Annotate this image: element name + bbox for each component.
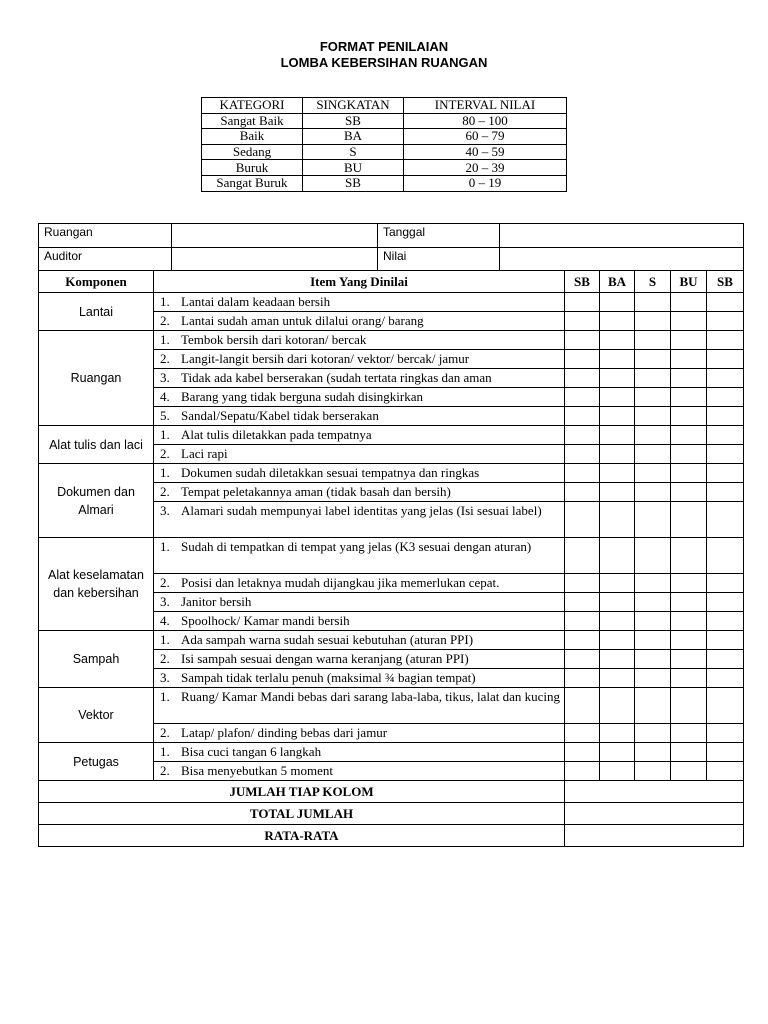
score-cell-sb-2[interactable] — [707, 350, 744, 369]
room-info-table — [38, 223, 744, 271]
item-text: Alamari sudah mempunyai label identitas yang jelas (Isi sesuai label) — [181, 503, 542, 518]
assessment-row — [39, 743, 744, 762]
legend-row — [202, 175, 567, 191]
item-number: 1. — [160, 539, 170, 554]
assessment-item — [154, 593, 565, 612]
header-component: Komponen — [39, 271, 154, 293]
score-cell-ba[interactable] — [600, 350, 635, 369]
component-name: Alat tulis dan laci — [39, 426, 154, 464]
component-name: Alat keselamatan dan kebersihan — [39, 538, 154, 631]
score-cell-s[interactable] — [635, 388, 671, 407]
score-cell-ba[interactable] — [600, 574, 635, 593]
score-cell-bu[interactable] — [671, 688, 707, 724]
item-text: Ruang/ Kamar Mandi bebas dari sarang laba-laba, tikus, lalat dan kucing — [181, 689, 561, 704]
score-cell-ba[interactable] — [600, 388, 635, 407]
item-text: Lantai sudah aman untuk dilalui orang/ barang — [181, 313, 424, 328]
score-cell-sb-2[interactable] — [707, 631, 744, 650]
score-cell-s[interactable] — [635, 293, 671, 312]
item-text: Isi sampah sesuai dengan warna keranjang (aturan PPI) — [181, 651, 469, 666]
assessment-item — [154, 426, 565, 445]
score-cell-sb-2[interactable] — [707, 483, 744, 502]
item-line — [157, 612, 561, 630]
item-line — [157, 312, 561, 330]
item-number: 1. — [160, 332, 170, 347]
score-cell-sb-2[interactable] — [707, 293, 744, 312]
item-line — [157, 388, 561, 406]
assessment-item — [154, 650, 565, 669]
score-cell-sb[interactable] — [565, 650, 600, 669]
score-cell-ba[interactable] — [600, 593, 635, 612]
item-number: 1. — [160, 465, 170, 480]
score-cell-s[interactable] — [635, 538, 671, 574]
legend-header-row — [202, 98, 567, 114]
score-cell-ba[interactable] — [600, 688, 635, 724]
item-text: Latap/ plafon/ dinding bebas dari jamur — [181, 725, 388, 740]
item-number: 5. — [160, 408, 170, 423]
score-cell-bu[interactable] — [671, 762, 707, 781]
ruangan-label: Ruangan — [39, 224, 172, 248]
score-cell-sb[interactable] — [565, 593, 600, 612]
score-cell-s[interactable] — [635, 688, 671, 724]
item-line — [157, 669, 561, 687]
item-number: 4. — [160, 613, 170, 628]
header-sb: SB — [565, 271, 600, 293]
nilai-field[interactable] — [500, 247, 744, 271]
score-cell-sb[interactable] — [565, 612, 600, 631]
score-cell-ba[interactable] — [600, 762, 635, 781]
assessment-row — [39, 331, 744, 350]
score-cell-bu[interactable] — [671, 743, 707, 762]
summary-value-cell[interactable] — [565, 781, 744, 803]
total-jumlah-label: TOTAL JUMLAH — [39, 803, 565, 825]
item-text: Tembok bersih dari kotoran/ bercak — [181, 332, 367, 347]
score-cell-sb-2[interactable] — [707, 426, 744, 445]
score-cell-ba[interactable] — [600, 724, 635, 743]
score-cell-ba[interactable] — [600, 483, 635, 502]
score-cell-ba[interactable] — [600, 650, 635, 669]
score-cell-s[interactable] — [635, 426, 671, 445]
score-cell-sb[interactable] — [565, 312, 600, 331]
score-cell-sb[interactable] — [565, 502, 600, 538]
component-name: Ruangan — [39, 331, 154, 426]
item-line — [157, 593, 561, 611]
assessment-row — [39, 464, 744, 483]
score-cell-s[interactable] — [635, 331, 671, 350]
item-number: 1. — [160, 689, 170, 704]
score-cell-sb[interactable] — [565, 483, 600, 502]
item-text: Lantai dalam keadaan bersih — [181, 294, 331, 309]
score-cell-bu[interactable] — [671, 650, 707, 669]
jumlah-tiap-kolom-label: JUMLAH TIAP KOLOM — [39, 781, 565, 803]
score-cell-bu[interactable] — [671, 388, 707, 407]
assessment-item — [154, 762, 565, 781]
item-number: 2. — [160, 484, 170, 499]
assessment-item — [154, 350, 565, 369]
item-text: Bisa menyebutkan 5 moment — [181, 763, 334, 778]
form-title: FORMAT PENILAIAN — [319, 39, 449, 54]
score-cell-ba[interactable] — [600, 407, 635, 426]
score-cell-sb-2[interactable] — [707, 538, 744, 574]
nilai-label: Nilai — [378, 247, 500, 271]
score-cell-ba[interactable] — [600, 612, 635, 631]
score-cell-s[interactable] — [635, 464, 671, 483]
score-cell-sb[interactable] — [565, 669, 600, 688]
legend-interval: 80 – 100 — [404, 113, 567, 129]
legend-row — [202, 144, 567, 160]
assessment-item — [154, 538, 565, 574]
assessment-item — [154, 445, 565, 464]
assessment-item — [154, 407, 565, 426]
score-cell-bu[interactable] — [671, 593, 707, 612]
legend-row — [202, 129, 567, 145]
item-text: Janitor bersih — [181, 594, 252, 609]
item-text: Alat tulis diletakkan pada tempatnya — [181, 427, 372, 442]
score-cell-bu[interactable] — [671, 407, 707, 426]
score-cell-s[interactable] — [635, 483, 671, 502]
assessment-item — [154, 369, 565, 388]
score-cell-ba[interactable] — [600, 538, 635, 574]
score-cell-ba[interactable] — [600, 502, 635, 538]
score-cell-sb-2[interactable] — [707, 724, 744, 743]
item-text: Tidak ada kabel berserakan (sudah tertata ringkas dan aman — [181, 370, 492, 385]
item-text: Laci rapi — [181, 446, 228, 461]
item-number: 2. — [160, 725, 170, 740]
score-cell-bu[interactable] — [671, 445, 707, 464]
summary-row — [39, 825, 744, 847]
assessment-row — [39, 538, 744, 574]
assessment-item — [154, 574, 565, 593]
score-cell-sb-2[interactable] — [707, 650, 744, 669]
score-cell-sb-2[interactable] — [707, 612, 744, 631]
assessment-header-row — [39, 271, 744, 293]
item-line — [157, 483, 561, 501]
score-cell-sb-2[interactable] — [707, 502, 744, 538]
header-s: S — [635, 271, 671, 293]
item-line — [157, 445, 561, 463]
score-cell-sb[interactable] — [565, 688, 600, 724]
item-line — [157, 464, 561, 482]
legend-interval: 60 – 79 — [404, 129, 567, 145]
score-cell-sb[interactable] — [565, 331, 600, 350]
header-ba: BA — [600, 271, 635, 293]
legend-abbreviation: BA — [303, 129, 404, 145]
score-cell-sb[interactable] — [565, 388, 600, 407]
item-number: 1. — [160, 744, 170, 759]
assessment-item — [154, 688, 565, 724]
assessment-row — [39, 426, 744, 445]
legend-header-abbreviation: SINGKATAN — [303, 98, 404, 114]
item-text: Spoolhock/ Kamar mandi bersih — [181, 613, 350, 628]
score-cell-bu[interactable] — [671, 724, 707, 743]
legend-interval: 0 – 19 — [404, 175, 567, 191]
tanggal-field[interactable] — [500, 224, 744, 248]
score-cell-sb[interactable] — [565, 407, 600, 426]
score-cell-s[interactable] — [635, 612, 671, 631]
score-cell-bu[interactable] — [671, 502, 707, 538]
assessment-item — [154, 331, 565, 350]
assessment-item — [154, 312, 565, 331]
component-name: Lantai — [39, 293, 154, 331]
item-number: 2. — [160, 651, 170, 666]
header-item: Item Yang Dinilai — [154, 271, 565, 293]
score-cell-sb-2[interactable] — [707, 407, 744, 426]
item-number: 3. — [160, 670, 170, 685]
legend-header-interval: INTERVAL NILAI — [404, 98, 567, 114]
form-subtitle: LOMBA KEBERSIHAN RUANGAN — [280, 55, 488, 70]
item-number: 3. — [160, 594, 170, 609]
item-number: 2. — [160, 575, 170, 590]
item-text: Posisi dan letaknya mudah dijangkau jika memerlukan cepat. — [181, 575, 500, 590]
score-cell-bu[interactable] — [671, 631, 707, 650]
score-cell-sb[interactable] — [565, 464, 600, 483]
score-cell-s[interactable] — [635, 502, 671, 538]
score-cell-s[interactable] — [635, 650, 671, 669]
assessment-item — [154, 724, 565, 743]
legend-category: Sangat Buruk — [202, 175, 303, 191]
item-text: Tempat peletakannya aman (tidak basah dan bersih) — [181, 484, 451, 499]
assessment-item — [154, 743, 565, 762]
item-line — [157, 574, 561, 592]
item-line — [157, 331, 561, 349]
score-cell-s[interactable] — [635, 407, 671, 426]
score-cell-ba[interactable] — [600, 445, 635, 464]
score-cell-sb-2[interactable] — [707, 388, 744, 407]
score-cell-sb-2[interactable] — [707, 688, 744, 724]
score-cell-s[interactable] — [635, 312, 671, 331]
assessment-item — [154, 502, 565, 538]
score-cell-s[interactable] — [635, 743, 671, 762]
assessment-item — [154, 612, 565, 631]
auditor-label: Auditor — [39, 247, 172, 271]
score-cell-bu[interactable] — [671, 574, 707, 593]
score-cell-sb-2[interactable] — [707, 574, 744, 593]
legend-row — [202, 113, 567, 129]
score-cell-bu[interactable] — [671, 293, 707, 312]
score-cell-sb-2[interactable] — [707, 331, 744, 350]
legend-category: Sangat Baik — [202, 113, 303, 129]
legend-abbreviation: SB — [303, 175, 404, 191]
score-cell-sb[interactable] — [565, 426, 600, 445]
score-cell-s[interactable] — [635, 369, 671, 388]
assessment-item — [154, 464, 565, 483]
legend-category: Buruk — [202, 160, 303, 176]
score-cell-sb[interactable] — [565, 369, 600, 388]
score-cell-bu[interactable] — [671, 669, 707, 688]
tanggal-label: Tanggal — [378, 224, 500, 248]
score-cell-s[interactable] — [635, 445, 671, 464]
score-cell-ba[interactable] — [600, 331, 635, 350]
item-text: Sandal/Sepatu/Kabel tidak berserakan — [181, 408, 379, 423]
item-number: 2. — [160, 351, 170, 366]
legend-abbreviation: S — [303, 144, 404, 160]
item-line — [157, 407, 561, 425]
item-line — [157, 724, 561, 742]
score-cell-sb[interactable] — [565, 762, 600, 781]
assessment-row — [39, 293, 744, 312]
ruangan-field[interactable] — [172, 224, 378, 248]
item-line — [157, 631, 561, 649]
score-cell-bu[interactable] — [671, 350, 707, 369]
item-line — [157, 743, 561, 761]
summary-value-cell[interactable] — [565, 825, 744, 847]
assessment-table — [38, 270, 744, 847]
summary-value-cell[interactable] — [565, 803, 744, 825]
score-cell-sb-2[interactable] — [707, 369, 744, 388]
score-cell-sb-2[interactable] — [707, 669, 744, 688]
item-number: 2. — [160, 313, 170, 328]
score-cell-sb[interactable] — [565, 724, 600, 743]
score-cell-bu[interactable] — [671, 331, 707, 350]
item-text: Dokumen sudah diletakkan sesuai tempatnya dan ringkas — [181, 465, 480, 480]
item-line — [157, 426, 561, 444]
item-text: Sudah di tempatkan di tempat yang jelas (K3 sesuai dengan aturan) — [181, 539, 532, 554]
score-cell-s[interactable] — [635, 631, 671, 650]
score-cell-ba[interactable] — [600, 426, 635, 445]
item-text: Sampah tidak terlalu penuh (maksimal ¾ bagian tempat) — [181, 670, 476, 685]
score-cell-ba[interactable] — [600, 293, 635, 312]
category-legend-table — [201, 97, 567, 192]
assessment-item — [154, 388, 565, 407]
score-cell-ba[interactable] — [600, 312, 635, 331]
score-cell-s[interactable] — [635, 593, 671, 612]
summary-row — [39, 803, 744, 825]
item-number: 3. — [160, 370, 170, 385]
item-text: Ada sampah warna sudah sesuai kebutuhan (aturan PPI) — [181, 632, 474, 647]
score-cell-sb-2[interactable] — [707, 312, 744, 331]
score-cell-s[interactable] — [635, 762, 671, 781]
score-cell-ba[interactable] — [600, 743, 635, 762]
legend-abbreviation: SB — [303, 113, 404, 129]
item-line — [157, 350, 561, 368]
score-cell-ba[interactable] — [600, 464, 635, 483]
header-sb-2: SB — [707, 271, 744, 293]
assessment-item — [154, 293, 565, 312]
score-cell-bu[interactable] — [671, 464, 707, 483]
info-row — [39, 247, 744, 271]
assessment-item — [154, 483, 565, 502]
auditor-field[interactable] — [172, 247, 378, 271]
component-name: Petugas — [39, 743, 154, 781]
score-cell-sb[interactable] — [565, 631, 600, 650]
legend-category: Sedang — [202, 144, 303, 160]
legend-interval: 40 – 59 — [404, 144, 567, 160]
item-line — [157, 650, 561, 668]
score-cell-s[interactable] — [635, 669, 671, 688]
legend-row — [202, 160, 567, 176]
item-line — [157, 762, 561, 780]
legend-category: Baik — [202, 129, 303, 145]
score-cell-bu[interactable] — [671, 426, 707, 445]
component-name: Dokumen dan Almari — [39, 464, 154, 538]
rata-rata-label: RATA-RATA — [39, 825, 565, 847]
score-cell-sb[interactable] — [565, 574, 600, 593]
score-cell-sb-2[interactable] — [707, 762, 744, 781]
item-text: Bisa cuci tangan 6 langkah — [181, 744, 322, 759]
assessment-row — [39, 688, 744, 724]
item-line — [157, 502, 561, 520]
score-cell-bu[interactable] — [671, 483, 707, 502]
score-cell-sb-2[interactable] — [707, 464, 744, 483]
score-cell-s[interactable] — [635, 350, 671, 369]
item-number: 2. — [160, 763, 170, 778]
score-cell-s[interactable] — [635, 724, 671, 743]
assessment-item — [154, 631, 565, 650]
header-bu: BU — [671, 271, 707, 293]
item-number: 1. — [160, 427, 170, 442]
score-cell-bu[interactable] — [671, 369, 707, 388]
item-number: 4. — [160, 389, 170, 404]
score-cell-bu[interactable] — [671, 538, 707, 574]
score-cell-sb[interactable] — [565, 743, 600, 762]
item-line — [157, 293, 561, 311]
info-row — [39, 224, 744, 248]
score-cell-bu[interactable] — [671, 612, 707, 631]
score-cell-sb[interactable] — [565, 445, 600, 464]
assessment-row — [39, 631, 744, 650]
item-line — [157, 688, 561, 706]
score-cell-sb-2[interactable] — [707, 593, 744, 612]
item-number: 1. — [160, 632, 170, 647]
item-number: 2. — [160, 446, 170, 461]
item-text: Barang yang tidak berguna sudah disingkirkan — [181, 389, 424, 404]
legend-interval: 20 – 39 — [404, 160, 567, 176]
legend-abbreviation: BU — [303, 160, 404, 176]
score-cell-sb-2[interactable] — [707, 445, 744, 464]
item-number: 3. — [160, 503, 170, 518]
score-cell-ba[interactable] — [600, 369, 635, 388]
score-cell-sb[interactable] — [565, 293, 600, 312]
item-line — [157, 369, 561, 387]
score-cell-ba[interactable] — [600, 631, 635, 650]
score-cell-sb[interactable] — [565, 538, 600, 574]
legend-header-category: KATEGORI — [202, 98, 303, 114]
score-cell-ba[interactable] — [600, 669, 635, 688]
component-name: Sampah — [39, 631, 154, 688]
item-text: Langit-langit bersih dari kotoran/ vektor/ bercak/ jamur — [181, 351, 470, 366]
component-name: Vektor — [39, 688, 154, 743]
assessment-item — [154, 669, 565, 688]
score-cell-sb-2[interactable] — [707, 743, 744, 762]
score-cell-bu[interactable] — [671, 312, 707, 331]
item-line — [157, 538, 561, 556]
item-number: 1. — [160, 294, 170, 309]
score-cell-sb[interactable] — [565, 350, 600, 369]
summary-row — [39, 781, 744, 803]
score-cell-s[interactable] — [635, 574, 671, 593]
